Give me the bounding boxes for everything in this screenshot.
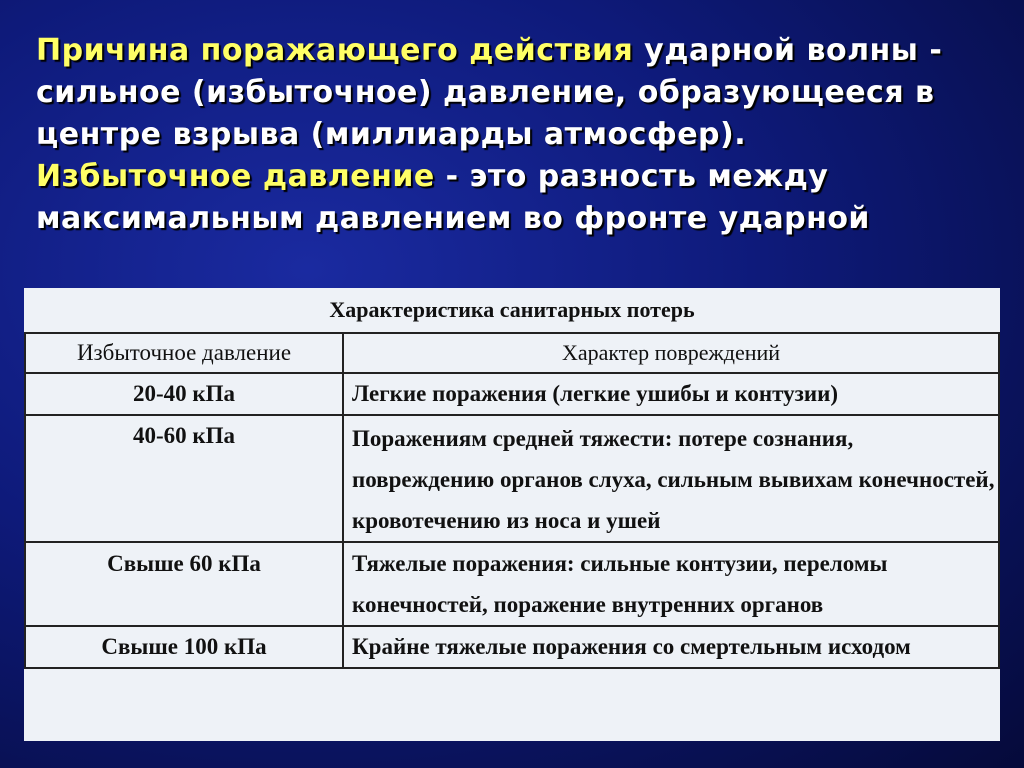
damage-cell: Крайне тяжелые поражения со смертельным исходом bbox=[343, 626, 999, 668]
table-row bbox=[25, 373, 999, 415]
table-caption: Характеристика санитарных потерь bbox=[25, 288, 999, 333]
overpressure-text: - это разность между максимальным давлением во фронте ударной bbox=[36, 159, 870, 236]
slide-body-text bbox=[36, 30, 996, 240]
damage-cell: Поражениям средней тяжести: потере сознания, повреждению органов слуха, сильным вывихам конечностей, кровотечению из носа и ушей bbox=[343, 415, 999, 542]
pressure-cell: Свыше 60 кПа bbox=[25, 542, 343, 626]
sanitary-losses-table-panel bbox=[24, 288, 1000, 741]
cause-highlight: Причина поражающего действия bbox=[36, 33, 634, 68]
pressure-cell: 40-60 кПа bbox=[25, 415, 343, 542]
table-row bbox=[25, 415, 999, 542]
table-row bbox=[25, 542, 999, 626]
sanitary-losses-table bbox=[24, 288, 1000, 669]
pressure-cell: 20-40 кПа bbox=[25, 373, 343, 415]
damage-cell: Легкие поражения (легкие ушибы и контузии) bbox=[343, 373, 999, 415]
header-pressure: Избыточное давление bbox=[25, 333, 343, 373]
pressure-cell: Свыше 100 кПа bbox=[25, 626, 343, 668]
cause-text: ударной волны - сильное (избыточное) давление, образующееся в центре взрыва (миллиарды атмосфер). bbox=[36, 33, 943, 152]
table-row bbox=[25, 626, 999, 668]
header-damage: Характер повреждений bbox=[343, 333, 999, 373]
damage-cell: Тяжелые поражения: сильные контузии, переломы конечностей, поражение внутренних органов bbox=[343, 542, 999, 626]
overpressure-highlight: Избыточное давление bbox=[36, 159, 435, 194]
